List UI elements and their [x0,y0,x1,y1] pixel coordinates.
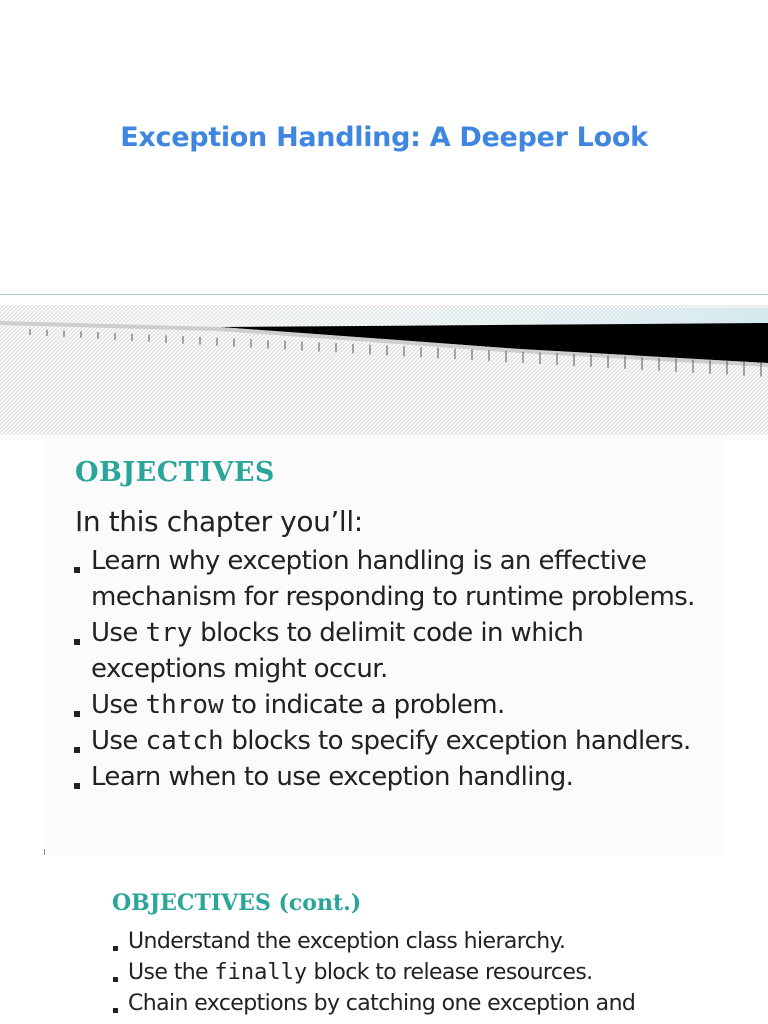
objectives-list [73,543,723,795]
code-keyword-catch: catch [145,726,224,756]
objective-item: Use catch blocks to specify exception handlers. [73,723,723,759]
objective-item: Understand the exception class hierarchy. [112,926,762,957]
objectives-intro: In this chapter you’ll: [75,505,363,538]
objectives-cont-heading: OBJECTIVES (cont.) [112,890,362,916]
code-keyword-try: try [145,618,193,648]
objectives-heading: OBJECTIVES [75,457,275,488]
objectives-slide [45,435,723,855]
objectives-cont-list [112,926,762,1019]
decorative-banner [0,305,768,435]
code-keyword-throw: throw [145,690,224,720]
divider-line [0,294,768,295]
slide-title: Exception Handling: A Deeper Look [120,122,648,153]
objective-item: Use try blocks to delimit code in which exceptions might occur. [73,615,723,687]
objective-item: Use the finally block to release resources. [112,957,762,988]
code-keyword-finally: finally [214,960,308,985]
objective-item: Learn why exception handling is an effective mechanism for responding to runtime problems. [73,543,723,615]
objective-item: Use throw to indicate a problem. [73,687,723,723]
objective-item: Chain exceptions by catching one exception and [112,988,762,1019]
stray-tick-mark [44,849,45,855]
objective-item: Learn when to use exception handling. [73,759,723,795]
